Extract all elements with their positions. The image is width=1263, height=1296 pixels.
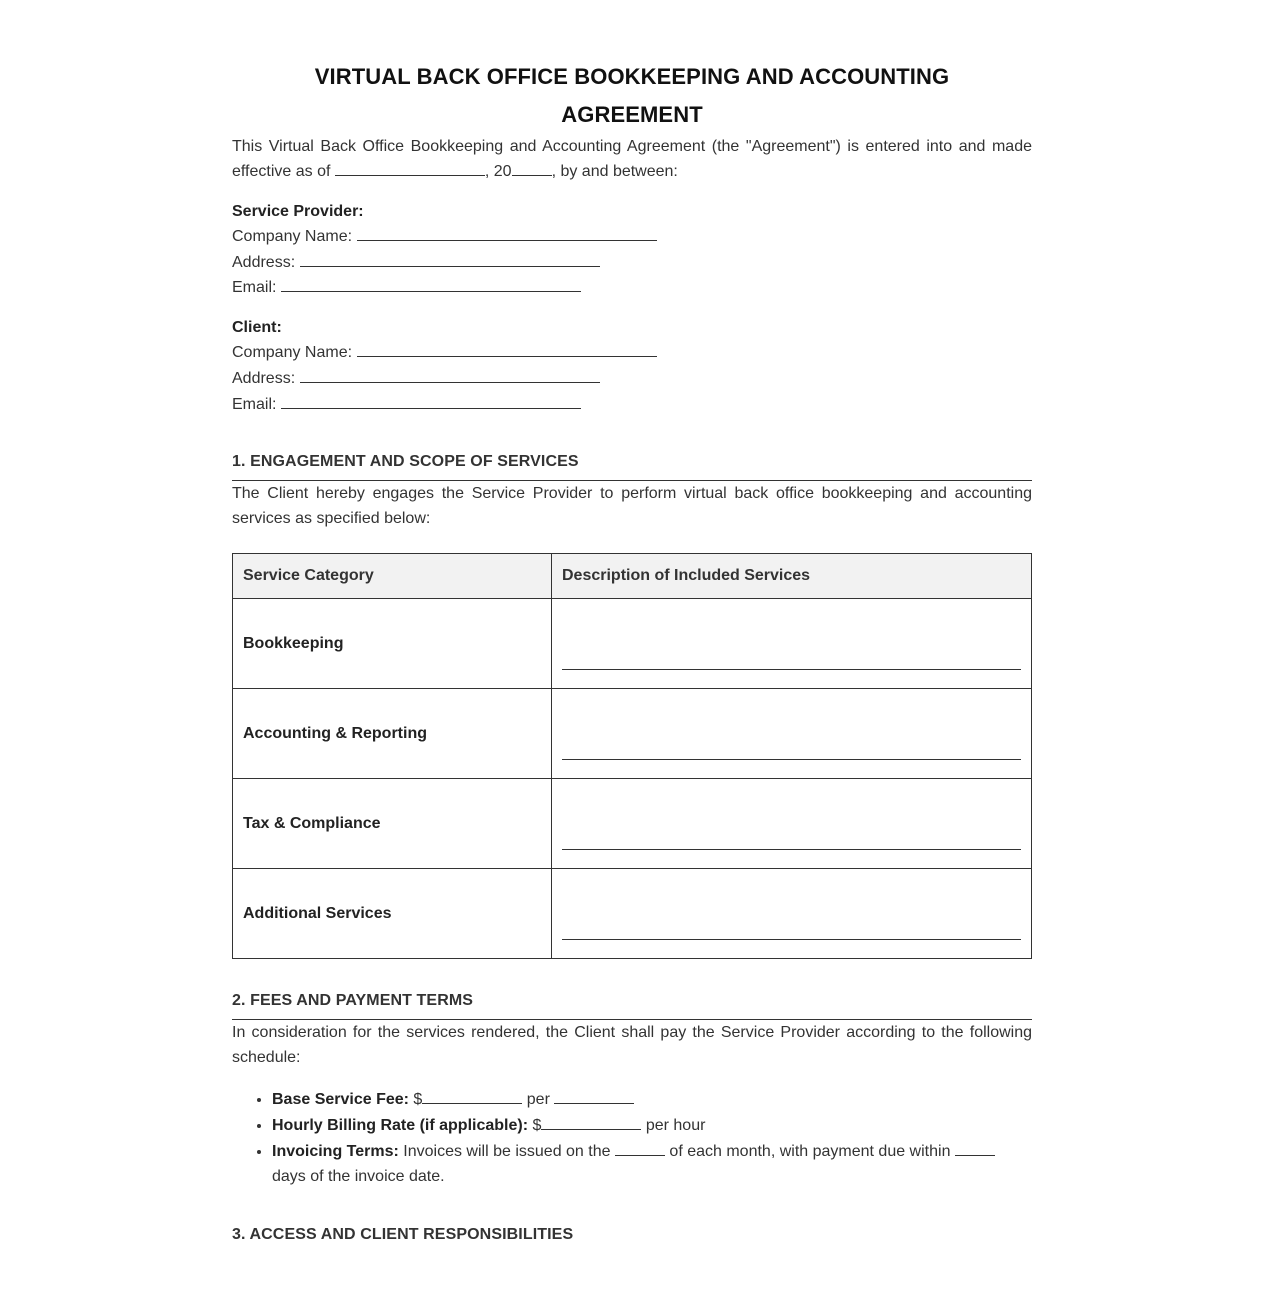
- provider-company-line: [232, 224, 1032, 250]
- list-item: [272, 1087, 1032, 1113]
- invoicing-text-a: Invoices will be issued on the: [398, 1142, 615, 1160]
- invoicing-text-c: days of the invoice date.: [272, 1168, 445, 1186]
- description-blank-line: [562, 669, 1021, 670]
- client-heading: Client:: [232, 319, 282, 337]
- hourly-rate-per-text: per hour: [641, 1116, 706, 1134]
- services-table: [232, 553, 1032, 959]
- provider-email-blank[interactable]: [281, 277, 581, 292]
- service-description-cell[interactable]: [552, 779, 1032, 869]
- service-description-cell[interactable]: [552, 689, 1032, 779]
- provider-address-blank[interactable]: [300, 252, 600, 267]
- service-description-cell[interactable]: [552, 869, 1032, 959]
- section-1-heading: 1. ENGAGEMENT AND SCOPE OF SERVICES: [232, 453, 1032, 481]
- client-company-label: Company Name:: [232, 344, 353, 362]
- service-provider-heading: Service Provider:: [232, 203, 364, 220]
- service-category-cell: Tax & Compliance: [233, 779, 552, 869]
- service-description-cell[interactable]: [552, 599, 1032, 689]
- service-category-cell: Bookkeeping: [233, 599, 552, 689]
- client-address-label: Address:: [232, 369, 296, 387]
- col-header-service-category: Service Category: [233, 554, 552, 599]
- table-row: [233, 689, 1032, 779]
- effective-date-blank[interactable]: [335, 161, 485, 176]
- base-fee-text: $: [408, 1091, 423, 1109]
- section-2-heading: 2. FEES AND PAYMENT TERMS: [232, 992, 1032, 1020]
- provider-address-line: [232, 250, 1032, 276]
- base-fee-label: Base Service Fee:: [272, 1091, 409, 1109]
- intro-paragraph: [232, 134, 1032, 184]
- invoicing-terms-label: Invoicing Terms:: [272, 1142, 399, 1160]
- list-item: [272, 1113, 1032, 1139]
- service-category-cell: Accounting & Reporting: [233, 689, 552, 779]
- client-email-label: Email:: [232, 395, 277, 413]
- client-email-line: [232, 392, 1032, 418]
- hourly-rate-blank[interactable]: [541, 1115, 641, 1130]
- hourly-rate-label: Hourly Billing Rate (if applicable):: [272, 1116, 529, 1134]
- provider-company-blank[interactable]: [357, 226, 657, 241]
- hourly-rate-text: $: [528, 1116, 542, 1134]
- intro-text-1: This Virtual Back Office Bookkeeping and Accounting Agreement (the "Agreement") is entered into and made effective as of: [232, 138, 1032, 180]
- document-title: [232, 58, 1032, 134]
- col-header-description: Description of Included Services: [552, 554, 1032, 599]
- section-3-heading: 3. ACCESS AND CLIENT RESPONSIBILITIES: [232, 1226, 574, 1244]
- intro-text-2: , 20: [484, 163, 512, 180]
- provider-address-label: Address:: [232, 253, 296, 271]
- provider-company-label: Company Name:: [232, 228, 353, 245]
- title-line-2: AGREEMENT: [561, 102, 703, 127]
- client-address-blank[interactable]: [300, 368, 600, 383]
- list-item: [272, 1139, 1032, 1190]
- description-blank-line: [562, 759, 1021, 760]
- client-address-line: [232, 366, 1032, 392]
- payment-terms-list: [232, 1087, 1032, 1190]
- service-category-cell: Additional Services: [233, 869, 552, 959]
- service-provider-block: [232, 199, 1032, 301]
- provider-email-line: [232, 275, 1032, 301]
- invoice-day-blank[interactable]: [615, 1141, 665, 1156]
- base-fee-per-text: per: [522, 1091, 555, 1109]
- table-row: [233, 599, 1032, 689]
- description-blank-line: [562, 939, 1021, 940]
- effective-year-blank[interactable]: [512, 161, 552, 176]
- base-fee-period-blank[interactable]: [554, 1089, 634, 1104]
- agreement-document: [232, 0, 1032, 1253]
- provider-email-label: Email:: [232, 279, 277, 297]
- table-row: [233, 779, 1032, 869]
- client-company-blank[interactable]: [357, 342, 657, 357]
- client-company-line: [232, 340, 1032, 366]
- client-email-blank[interactable]: [281, 394, 581, 409]
- base-fee-amount-blank[interactable]: [422, 1089, 522, 1104]
- title-line-1: VIRTUAL BACK OFFICE BOOKKEEPING AND ACCOUNTING: [314, 64, 950, 89]
- client-block: [232, 315, 1032, 417]
- table-row: [233, 869, 1032, 959]
- payment-days-blank[interactable]: [955, 1141, 995, 1156]
- invoicing-text-b: of each month, with payment due within: [664, 1142, 955, 1160]
- description-blank-line: [562, 849, 1021, 850]
- table-header-row: [233, 554, 1032, 599]
- section-2-body: In consideration for the services rendered, the Client shall pay the Service Provider according to the following schedule:: [232, 1024, 1032, 1067]
- section-1-body: The Client hereby engages the Service Provider to perform virtual back office bookkeeping and accounting services as specified below:: [232, 485, 1032, 528]
- intro-text-3: , by and between:: [551, 163, 678, 180]
